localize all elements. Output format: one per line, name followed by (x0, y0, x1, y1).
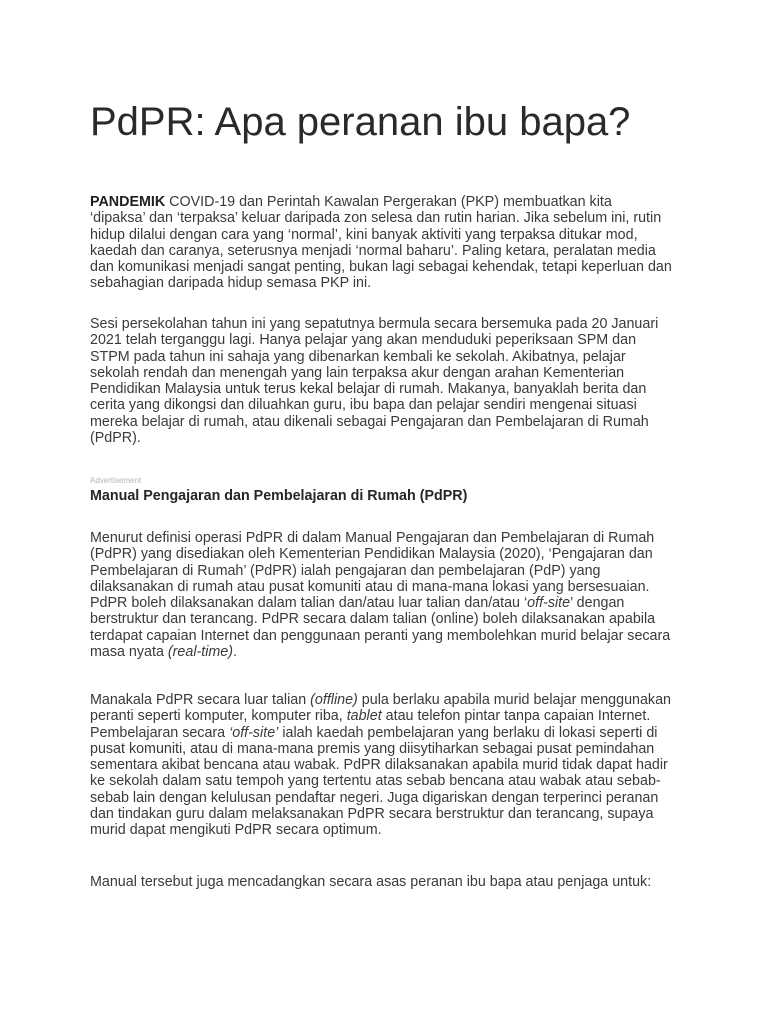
paragraph-line: Pendidikan Malaysia untuk terus kekal belajar di rumah. Makanya, banyaklah berita dan (90, 381, 647, 398)
paragraph-line: dilaksanakan di rumah atau pusat komuniti atau di mana-mana lokasi yang bersesuaian. (90, 578, 650, 595)
paragraph-line: cerita yang dikongsi dan diluahkan guru, ibu bapa dan pelajar sendiri mengenai situasi (90, 397, 637, 414)
line-text: COVID-19 dan Perintah Kawalan Pergerakan (PKP) membuatkan kita (165, 194, 612, 210)
line-text: PdPR boleh dilaksanakan dalam talian dan/atau luar talian dan/atau ‘ (90, 595, 528, 612)
line-text: masa nyata (90, 644, 168, 661)
paragraph-sesi-persekolahan (90, 316, 690, 446)
paragraph-line: terdapat capaian Internet dan penggunaan peranti yang membolehkan murid belajar secara (90, 627, 671, 644)
line-text: pula berlaku apabila murid belajar menggunakan (357, 692, 671, 708)
paragraph-peranan (90, 874, 690, 890)
paragraph-line: (PdPR). (90, 430, 141, 447)
paragraph-line: kaedah dan caranya, seterusnya menjadi ‘normal baharu’. Paling ketara, peralatan media (90, 242, 656, 259)
paragraph-line: sekolah rendah dan menengah yang lain terpaksa akur dengan arahan Kementerian (90, 364, 625, 381)
paragraph-line: hidup dilalui dengan cara yang ‘normal’, kini banyak aktiviti yang terpaksa ditukar mod, (90, 226, 638, 243)
paragraph-line: (PdPR) yang disediakan oleh Kementerian Pendidikan Malaysia (2020), ‘Pengajaran dan (90, 546, 653, 563)
paragraph-line: berstruktur dan terancang. PdPR secara dalam talian (online) boleh dilaksanakan apabila (90, 611, 656, 628)
line-text: ialah kaedah pembelajaran yang berlaku di lokasi seperti di (278, 724, 658, 741)
paragraph-line: sebahagian daripada hidup semasa PKP ini. (90, 275, 372, 292)
paragraph-line: ke sekolah dalam satu tempoh yang tertentu atas sebab bencana atau wabak atau sebab- (90, 773, 661, 790)
paragraph-line: mereka belajar di rumah, atau dikenali sebagai Pengajaran dan Pembelajaran di Rumah (90, 413, 649, 430)
paragraph-line: dan tindakan guru dalam melaksanakan PdPR secara berstruktur dan terancang, supaya (90, 806, 654, 823)
paragraph-line (90, 194, 690, 210)
line-text: Manakala PdPR secara luar talian (90, 692, 311, 708)
advertisement-label: Advertisement (90, 476, 142, 485)
line-text: . (233, 644, 238, 661)
paragraph-line: Menurut definisi operasi PdPR di dalam Manual Pengajaran dan Pembelajaran di Rumah (90, 530, 655, 546)
italic-term: (offline) (310, 692, 358, 708)
line-text: ’ dengan (570, 595, 625, 612)
paragraph-line: sebab lain dengan kelulusan pendaftar negeri. Juga digariskan dengan terperinci peranan (90, 789, 659, 806)
paragraph-definisi (90, 530, 690, 660)
paragraph-line (90, 708, 690, 724)
article-title: PdPR: Apa peranan ibu bapa? (90, 100, 631, 144)
paragraph-line: dan komunikasi menjadi sangat penting, bukan lagi sebagai kehendak, tetapi keperluan dan (90, 259, 672, 276)
paragraph-line: 2021 telah terganggu lagi. Hanya pelajar yang akan menduduki peperiksaan SPM dan (90, 332, 637, 349)
paragraph-line (90, 644, 690, 660)
italic-term: (real-time) (167, 644, 234, 661)
paragraph-line: sementara akibat bencana atau wabak. PdPR dilaksanakan apabila murid tidak dapat hadir (90, 757, 668, 774)
paragraph-line (90, 595, 690, 611)
italic-term: ‘off-site’ (229, 724, 279, 741)
section-heading: Manual Pengajaran dan Pembelajaran di Rumah (PdPR) (90, 488, 468, 504)
paragraph-luar-talian (90, 692, 690, 839)
paragraph-line: pusat komuniti, atau di mana-mana premis yang diisytiharkan sebagai pusat pemindahan (90, 740, 655, 757)
paragraph-line: ‘dipaksa’ dan ‘terpaksa’ keluar daripada zon selesa dan rutin harian. Jika sebelum ini, rutin (90, 210, 662, 227)
paragraph-line (90, 692, 690, 708)
line-text: peranti seperti komputer, komputer riba, (90, 708, 347, 725)
lead-word: PANDEMIK (90, 194, 166, 210)
italic-term: off-site (527, 595, 571, 612)
paragraph-line: Pembelajaran di Rumah’ (PdPR) ialah pengajaran dan pembelajaran (PdP) yang (90, 562, 601, 579)
italic-term: tablet (346, 708, 382, 725)
paragraph-line: STPM pada tahun ini sahaja yang dibenarkan kembali ke sekolah. Akibatnya, pelajar (90, 348, 626, 365)
line-text: atau telefon pintar tanpa capaian Internet. (381, 708, 651, 725)
paragraph-line: murid dapat mengikuti PdPR secara optimum. (90, 822, 382, 839)
paragraph-line: Manual tersebut juga mencadangkan secara asas peranan ibu bapa atau penjaga untuk: (90, 874, 652, 890)
paragraph-line (90, 725, 690, 741)
paragraph-line: Sesi persekolahan tahun ini yang sepatutnya bermula secara bersemuka pada 20 Januari (90, 316, 659, 332)
paragraph-pandemik (90, 194, 690, 292)
line-text: Pembelajaran secara (90, 724, 230, 741)
